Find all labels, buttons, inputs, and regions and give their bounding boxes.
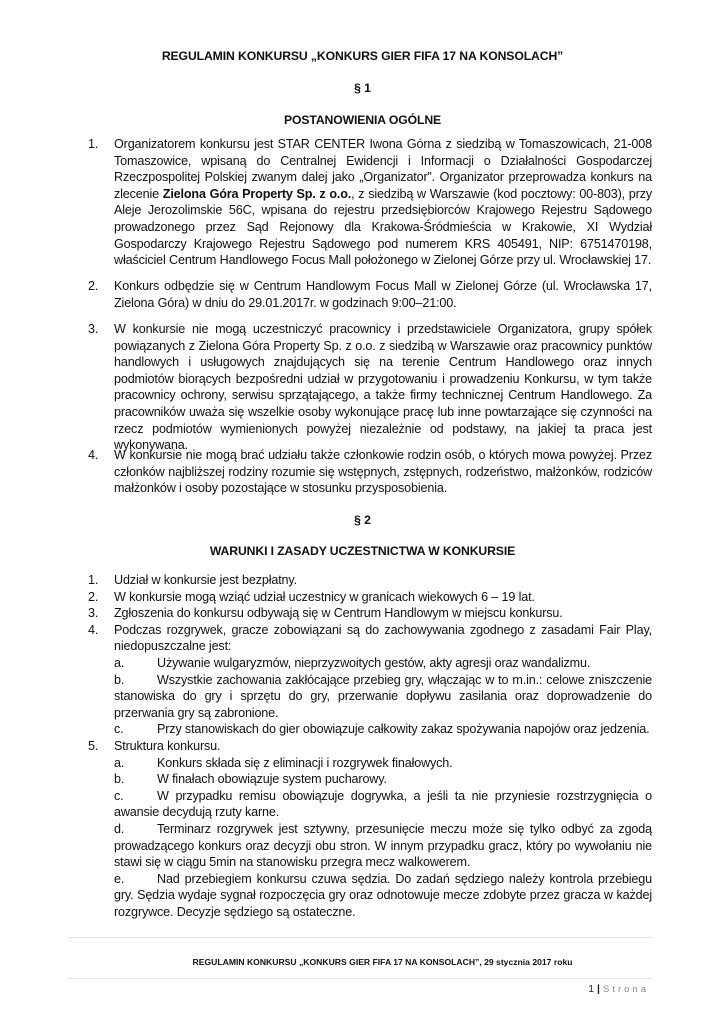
item-text: , z siedzibą w Warszawie (kod pocztowy: 00-803), przy Aleje Jerozolimskie 56C, wpisana do rejestru przedsiębiorców Krajowego Rejestru Sądowego prowadzonego przez Sąd Rejonowy dla Krakowa-Śródmieścia w Krakowie, XI Wydział Gospodarczy Krajowego Rejestru Sądowego pod numerem KRS 405491, NIP: 6751470198, właściciel Centrum Handlowego Focus Mall położonego w Zielonej Górze przy ul. Wrocławskiej 17. <box>114 186 653 268</box>
item-text: Podczas rozgrywek, gracze zobowiązani są do zachowywania zgodnego z zasadami Fair Play, niedopuszczalne jest: <box>114 622 652 654</box>
sub-item <box>88 721 652 738</box>
list-item <box>88 278 652 311</box>
item-text: Udział w konkursie jest bezpłatny. <box>114 573 297 587</box>
page-label: Strona <box>603 984 649 995</box>
sub-item-text: Przy stanowiskach do gier obowiązuje całkowity zakaz spożywania napojów oraz jedzenia. <box>157 722 650 737</box>
item-text: Struktura konkursu. <box>114 738 221 753</box>
sub-item-text: W finałach obowiązuje system pucharowy. <box>157 772 387 787</box>
section-1-item-2-block <box>88 278 652 311</box>
sub-item-letter: c. <box>114 788 124 803</box>
item-text: W konkursie mogą wziąć udział uczestnicy w granicach wiekowych 6 – 19 lat. <box>114 589 535 604</box>
sub-item-text: W przypadku remisu obowiązuje dogrywka, a jeśli ta nie przyniesie rozstrzygnięcia o awansie decydują rzuty karne. <box>114 788 652 820</box>
item-text: W konkursie nie mogą uczestniczyć pracownicy i przedstawiciele Organizatora, grupy spółek powiązanych z Zielona Góra Property Sp. z o.o. z siedzibą w Warszawie oraz pracownicy punktów handlowych i usługowych znajdujących się na terenie Centrum Handlowego oraz innych podmiotów biorących bezpośredni udział w przygotowaniu i prowadzeniu Konkursu, w tym także pracownicy ochrony, serwisu sprzątającego, a także firmy technicznej Centrum Handlowego. Za pracowników uważa się wszelkie osoby wykonujące pracę lub inne powtarzające się czynności na rzecz podmiotów wymienionych powyżej niezależnie od podstawy, na jakiej ta praca jest wykonywana. <box>114 322 652 453</box>
sub-item-text: Terminarz rozgrywek jest sztywny, przesunięcie meczu może się tylko odbyć za zgodą prowadzącego konkurs oraz decyzji obu stron. W innym przypadku gracz, który po wywołaniu nie stawi się w ciągu 5min na stanowisku przegra mecz walkowerem. <box>114 821 652 870</box>
list-item <box>88 136 652 269</box>
item-number: 1. <box>88 573 99 587</box>
sub-item <box>88 672 652 722</box>
sub-item-text: Wszystkie zachowania zakłócające przebieg gry, włączając w to m.in.: celowe zniszczenie stanowiska do gry i sprzętu do gry, przerwanie dopływu zasilania oraz doprowadzenie do przerwania gry są zabronione. <box>114 672 652 720</box>
section-1-list <box>88 136 652 269</box>
section-1-mark: § 1 <box>354 81 371 95</box>
sub-item <box>88 788 652 821</box>
sub-item <box>88 771 652 788</box>
page-number-separator: | <box>597 983 600 995</box>
sub-item-letter: a. <box>114 655 125 670</box>
sub-item-letter: e. <box>114 871 125 886</box>
list-item <box>88 589 652 606</box>
sub-item-text: Konkurs składa się z eliminacji i rozgrywek finałowych. <box>157 755 453 770</box>
sub-item-text: Używanie wulgaryzmów, nieprzyzwoitych gestów, akty agresji oraz wandalizmu. <box>157 655 591 670</box>
list-item <box>88 572 652 589</box>
sub-item-letter: b. <box>114 672 125 687</box>
item-number: 3. <box>88 606 99 621</box>
sub-item <box>88 821 652 871</box>
item-text: W konkursie nie mogą brać udziału także członkowie rodzin osób, o których mowa powyżej. Przez członków najbliższej rodziny rozumie się wstępnych, zstępnych, rodzeństwo, małżonków, rodziców małżonków i osoby pozostające w stosunku przysposobienia. <box>114 448 652 496</box>
item-number: 2. <box>88 279 99 293</box>
list-item <box>88 447 652 497</box>
document-title: REGULAMIN KONKURSU „KONKURS GIER FIFA 17 NA KONSOLACH” <box>161 49 564 63</box>
sub-item <box>88 755 652 772</box>
item-text: Konkurs odbędzie się w Centrum Handlowym Focus Mall w Zielonej Górze (ul. Wrocławska 17, Zielona Góra) w dniu do 29.01.2017r. w godzinach 9:00–21:00. <box>114 279 652 310</box>
section-2-mark: § 2 <box>354 513 371 527</box>
sub-item-letter: b. <box>114 772 125 787</box>
section-1-item-4-block <box>88 447 652 497</box>
sub-item-letter: c. <box>114 722 124 737</box>
list-item <box>88 605 652 622</box>
section-2-heading: WARUNKI I ZASADY UCZESTNICTWA W KONKURSIE <box>209 544 516 558</box>
item-number: 5. <box>88 738 99 753</box>
page-number-value: 1 <box>588 983 595 995</box>
list-item <box>88 738 652 755</box>
section-1-heading: POSTANOWIENIA OGÓLNE <box>283 113 442 127</box>
item-text: Zgłoszenia do konkursu odbywają się w Centrum Handlowym w miejscu konkursu. <box>114 606 563 621</box>
footer-divider-bottom <box>68 978 653 979</box>
company-name: Zielona Góra Property Sp. z o.o. <box>162 186 352 201</box>
section-2-list <box>88 572 652 920</box>
sub-item-letter: a. <box>114 755 125 770</box>
item-number: 1. <box>88 137 99 151</box>
list-item <box>88 622 652 655</box>
sub-item <box>88 871 652 921</box>
list-item <box>88 321 652 454</box>
item-number: 4. <box>88 448 99 462</box>
item-number: 3. <box>88 322 99 336</box>
sub-item-letter: d. <box>114 821 125 836</box>
footer-divider-top <box>68 937 653 938</box>
page-number <box>588 983 649 995</box>
item-number: 2. <box>88 589 99 604</box>
section-1-item-3-block <box>88 321 652 454</box>
item-number: 4. <box>88 622 99 637</box>
footer-text: REGULAMIN KONKURSU „KONKURS GIER FIFA 17 NA KONSOLACH”, 29 stycznia 2017 roku <box>192 957 573 967</box>
item-text: Organizatorem konkursu jest STAR CENTER Iwona Górna z siedzibą w Tomaszowicach, 21-008 Tomaszowice, wpisaną do Centralnej Ewidencji i Informacji o Działalności Gospodarczej Rzeczpospolitej Polskiej zwanym dalej jako „Organizator”. Organizator przeprowadza konkurs na zlecenie <box>114 137 652 201</box>
sub-item <box>88 655 652 672</box>
sub-item-text: Nad przebiegiem konkursu czuwa sędzia. Do zadań sędziego należy kontrola przebiegu gry. Sędzia wydaje sygnał rozpoczęcia gry oraz odnotowuje mecze zdobyte przez gracza w każdej rozgrywce. Decyzje sędziego są ostateczne. <box>114 871 652 919</box>
